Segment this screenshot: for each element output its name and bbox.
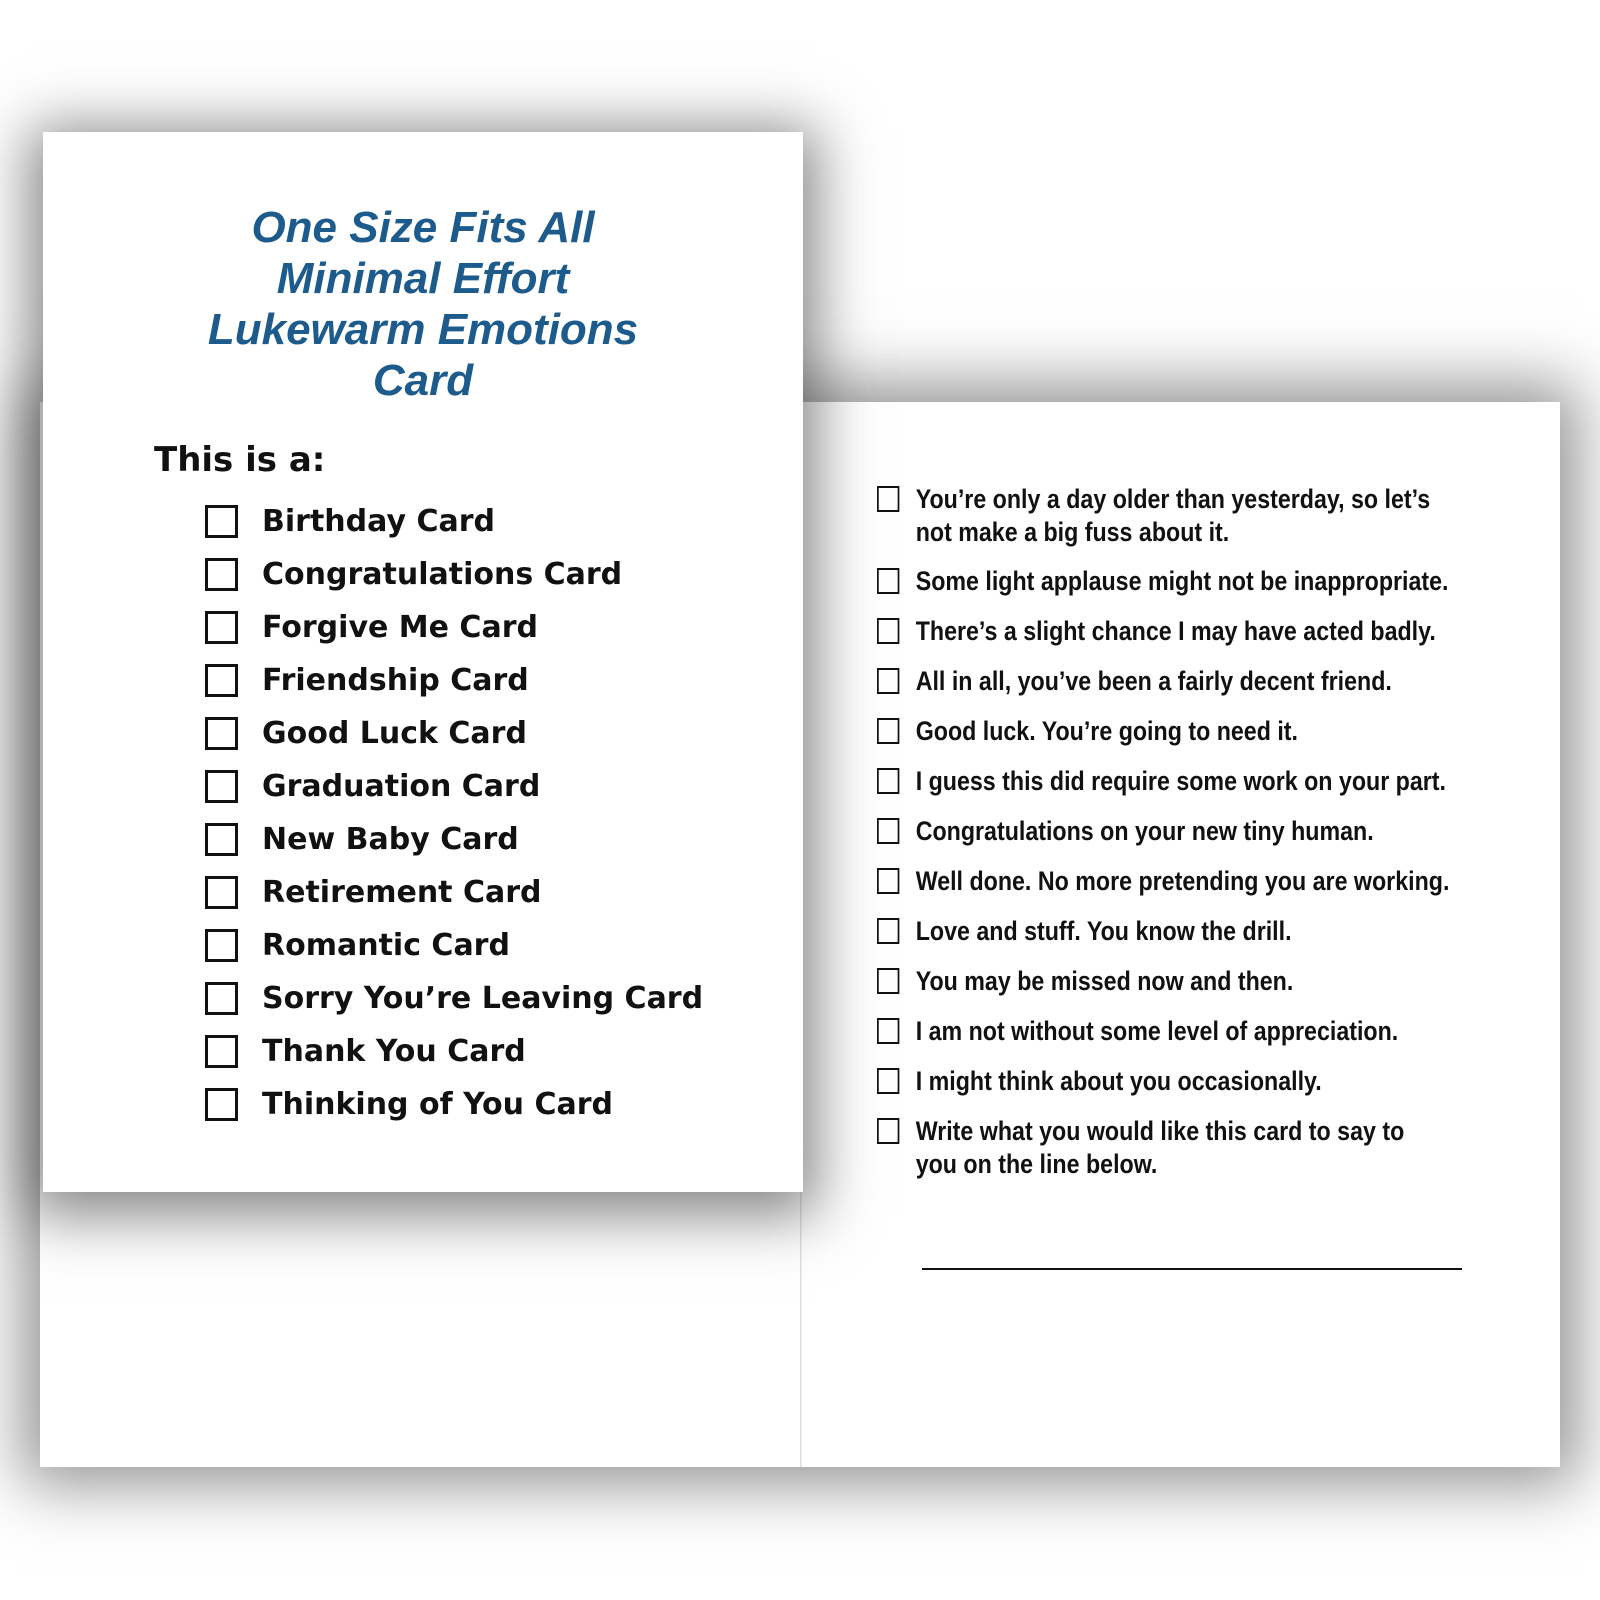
message-item[interactable] (877, 965, 1505, 998)
message-line: Well done. No more pretending you are working. (915, 866, 1450, 896)
card-type-label: Thank You Card (262, 1034, 526, 1069)
card-title (43, 202, 803, 406)
message-line: You’re only a day older than yesterday, so let’s (915, 484, 1431, 514)
message-line: Love and stuff. You know the drill. (915, 916, 1292, 946)
card-type-item[interactable] (205, 919, 703, 972)
message-text (916, 483, 1430, 549)
card-type-item[interactable] (205, 548, 703, 601)
message-text (916, 665, 1392, 698)
checkbox[interactable] (205, 770, 238, 803)
card-type-label: Congratulations Card (262, 557, 623, 592)
card-type-item[interactable] (205, 495, 703, 548)
card-type-label: Romantic Card (262, 928, 510, 963)
message-line: Write what you would like this card to say to (915, 1116, 1405, 1146)
checkbox[interactable] (877, 568, 899, 594)
card-type-label: Forgive Me Card (262, 610, 538, 645)
message-item[interactable] (877, 665, 1505, 698)
message-item[interactable] (877, 1115, 1505, 1181)
message-text (916, 565, 1449, 598)
checkbox[interactable] (877, 1068, 899, 1094)
message-line: You may be missed now and then. (915, 966, 1294, 996)
message-item[interactable] (877, 565, 1505, 598)
card-type-item[interactable] (205, 601, 703, 654)
message-line: I might think about you occasionally. (915, 1066, 1322, 1096)
card-type-item[interactable] (205, 1078, 703, 1131)
checkbox[interactable] (205, 876, 238, 909)
card-type-checklist (205, 495, 703, 1131)
message-item[interactable] (877, 815, 1505, 848)
checkbox[interactable] (877, 618, 899, 644)
checkbox[interactable] (205, 1088, 238, 1121)
message-line: Congratulations on your new tiny human. (915, 816, 1374, 846)
message-item[interactable] (877, 483, 1505, 549)
card-type-item[interactable] (205, 707, 703, 760)
card-type-label: Good Luck Card (262, 716, 527, 751)
checkbox[interactable] (877, 968, 899, 994)
message-line: Good luck. You’re going to need it. (915, 716, 1298, 746)
card-type-label: Friendship Card (262, 663, 529, 698)
message-line: you on the line below. (915, 1149, 1158, 1179)
message-text (916, 715, 1298, 748)
message-item[interactable] (877, 1065, 1505, 1098)
message-item[interactable] (877, 765, 1505, 798)
checkbox[interactable] (205, 611, 238, 644)
message-line: I am not without some level of appreciation. (915, 1016, 1399, 1046)
message-text (916, 1065, 1322, 1098)
message-item[interactable] (877, 865, 1505, 898)
card-type-item[interactable] (205, 866, 703, 919)
front-cover (43, 132, 803, 1192)
checkbox[interactable] (877, 918, 899, 944)
message-text (916, 915, 1292, 948)
checkbox[interactable] (205, 664, 238, 697)
checkbox[interactable] (877, 1018, 899, 1044)
checkbox[interactable] (877, 718, 899, 744)
title-line: Minimal Effort (276, 254, 570, 303)
card-type-item[interactable] (205, 654, 703, 707)
message-text (916, 615, 1436, 648)
card-type-label: Birthday Card (262, 504, 495, 539)
message-text (916, 765, 1446, 798)
message-item[interactable] (877, 1015, 1505, 1048)
message-item[interactable] (877, 615, 1505, 648)
card-type-item[interactable] (205, 1025, 703, 1078)
checkbox[interactable] (205, 717, 238, 750)
checkbox[interactable] (205, 823, 238, 856)
checkbox[interactable] (205, 1035, 238, 1068)
card-type-heading: This is a: (154, 440, 326, 480)
title-line: One Size Fits All (251, 203, 595, 252)
card-type-label: Sorry You’re Leaving Card (262, 981, 704, 1016)
message-item[interactable] (877, 715, 1505, 748)
checkbox[interactable] (877, 486, 899, 512)
message-text (916, 865, 1450, 898)
write-in-line[interactable] (922, 1268, 1462, 1270)
message-text (916, 1115, 1405, 1181)
checkbox[interactable] (205, 982, 238, 1015)
checkbox[interactable] (205, 505, 238, 538)
message-checklist (877, 483, 1517, 1197)
message-line: All in all, you’ve been a fairly decent friend. (915, 666, 1392, 696)
message-line: not make a big fuss about it. (915, 517, 1230, 547)
checkbox[interactable] (205, 558, 238, 591)
card-type-label: New Baby Card (262, 822, 519, 857)
card-type-label: Graduation Card (262, 769, 541, 804)
message-text (916, 1015, 1399, 1048)
card-type-item[interactable] (205, 760, 703, 813)
message-text (916, 815, 1374, 848)
checkbox[interactable] (877, 668, 899, 694)
card-type-item[interactable] (205, 813, 703, 866)
checkbox[interactable] (877, 868, 899, 894)
checkbox[interactable] (205, 929, 238, 962)
card-type-label: Retirement Card (262, 875, 542, 910)
checkbox[interactable] (877, 818, 899, 844)
message-line: Some light applause might not be inappropriate. (915, 566, 1449, 596)
message-line: I guess this did require some work on your part. (915, 766, 1446, 796)
checkbox[interactable] (877, 1118, 899, 1144)
card-type-label: Thinking of You Card (262, 1087, 613, 1122)
message-item[interactable] (877, 915, 1505, 948)
card-type-item[interactable] (205, 972, 703, 1025)
title-line: Lukewarm Emotions (207, 305, 639, 354)
checkbox[interactable] (877, 768, 899, 794)
title-line: Card (372, 356, 474, 405)
message-line: There’s a slight chance I may have acted badly. (915, 616, 1436, 646)
message-text (916, 965, 1294, 998)
